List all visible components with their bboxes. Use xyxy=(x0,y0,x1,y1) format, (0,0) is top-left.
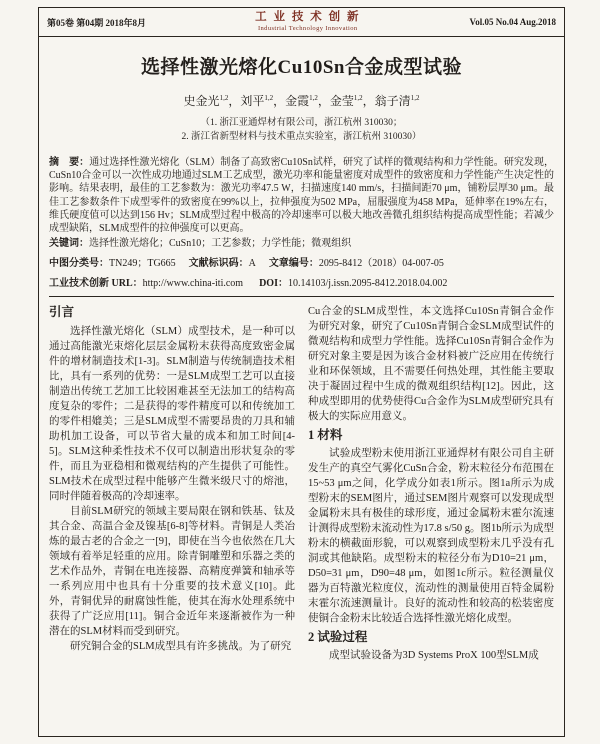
keywords-label: 关键词： xyxy=(49,238,89,250)
keywords xyxy=(49,237,554,250)
volume-info: Vol.05 No.04 Aug.2018 xyxy=(469,17,556,27)
article-id-label: 文章编号： xyxy=(268,258,319,270)
author-superscript: 1,2 xyxy=(309,94,318,102)
left-column xyxy=(49,304,295,663)
doc-code-value: A xyxy=(248,258,256,270)
author xyxy=(375,94,420,108)
doi-pair xyxy=(259,278,447,289)
paragraph: 选择性激光熔化（SLM）成型技术，是一种可以通过高能激光束熔化层层金属粉末获得高度致密金属件的增材制造技术[1-3]。SLM制造与传统制造技术相比，具有一系列的优势：一是SLM成型工艺可以直接制造出传统工艺加工比较困难甚至无法加工的结构高度复杂的零件；二是获得的零件精度可以和传统加工的零件相媲美；三是SLM成型不需要昂贵的刀具和辅助机加工设备，可以节省大量的成本和加工时间[4-5]。SLM这种柔性技术不仅可以制造出形状复杂的零件，而且为亚稳相和微观结构的产生提供了可能性。SLM技术在成型过程中能够产生微米级尺寸的熔池，同时伴随着极高的冷却速率。 xyxy=(49,326,295,503)
page-frame xyxy=(38,7,565,737)
doc-code-label: 文献标识码： xyxy=(188,258,249,270)
affiliation-line-2: 2. 浙江省新型材料与技术重点实验室，浙江杭州 310030） xyxy=(181,131,422,142)
journal-name-block xyxy=(255,12,360,32)
article-title: 选择性激光熔化Cu10Sn合金成型试验 xyxy=(141,57,462,78)
journal-name-cn: 工 业 技 术 创 新 xyxy=(255,11,361,23)
paragraph: 研究铜合金的SLM成型具有许多挑战。为了研究 xyxy=(70,641,292,653)
author-superscript: 1,2 xyxy=(410,94,420,102)
introduction-heading: 引言 xyxy=(49,305,75,320)
issue-info: 第05卷 第04期 2018年8月 xyxy=(47,17,147,28)
url-doi-line xyxy=(49,274,554,289)
author-name: 史金光 xyxy=(183,94,220,108)
author-name: 金莹 xyxy=(329,94,354,108)
author xyxy=(184,94,241,108)
abstract xyxy=(49,156,554,235)
author-separator: ， xyxy=(362,94,375,108)
url-label: 工业技术创新 URL： xyxy=(49,278,143,290)
section-1-heading: 1 材料 xyxy=(308,428,343,443)
affiliations xyxy=(49,117,554,144)
paragraph: 试验成型粉末使用浙江亚通焊材有限公司自主研发生产的真空气雾化CuSn合金，粉末粒径分布范围在15~53 μm之间，化学成分如表1所示。图1a所示为成型粉末的SEM图片，通过SEM图片观察可以发现成型金属粉末具有极佳的球形度，通过金属粉末霍尔流速计测得成型粉末流动性为17.8 s/50 g。图1b所示为成型粉末的横截面形貌，可以观察到成型粉末几乎没有孔洞或其他缺陷。成型粉末的粒径分布为D10=21 μm，D50=31 μm，D90=48 μm，如图1c所示。粒径测量仪器为百特激光粒度仪，流动性的测量使用百特金属粉末霍尔流速测量计。良好的流动性和较高的松装密度使铜合金粉末比较适合选择性激光熔化成型。 xyxy=(308,448,554,625)
author xyxy=(285,94,330,108)
doi-label: DOI： xyxy=(259,278,288,290)
author-separator: ， xyxy=(273,94,286,108)
article-id-value: 2095-8412（2018）04-007-05 xyxy=(318,258,444,270)
author-separator: ， xyxy=(228,94,241,108)
clc-value: TN249；TG665 xyxy=(109,258,176,270)
author-name: 翁子清 xyxy=(374,94,411,108)
doc-code-pair xyxy=(189,258,256,269)
abstract-text: 通过选择性激光熔化（SLM）制备了高致密Cu10Sn试样，研究了试样的微观结构和力学性能。研究发现，CuSn10合金可以一次性成功地通过SLM工艺成型，激光功率和能量密度对成型件的致密度和力学性能产生决定性的影响。结果表明，最佳的工艺参数为：激光功率47.5 W，扫描速度140 mm/s，扫描间距70 μm，铺粉层厚30 μm。最佳工艺参数条件下成型零件的致密度在99%以上，拉伸强度为502 MPa，屈服强度为458 MPa，延伸率在19%左右，维氏硬度值可以达到156 Hv；SLM成型过程中极高的冷却速率可以极大地改善微孔组织结构提高成型性能；若减少成型缺陷，SLM成型件的拉伸强度可以更高。 xyxy=(49,157,555,235)
body-columns xyxy=(49,296,554,663)
author-name: 刘平 xyxy=(240,94,265,108)
classification-line xyxy=(49,254,554,269)
abstract-label: 摘 要： xyxy=(49,157,90,168)
right-column xyxy=(308,304,554,663)
doi-value: 10.14103/j.issn.2095-8412.2018.04.002 xyxy=(287,278,448,290)
author xyxy=(240,94,285,108)
article-id-pair xyxy=(269,258,444,269)
authors-line xyxy=(49,92,554,109)
url-pair xyxy=(49,278,243,289)
paragraph: 目前SLM研究的领域主要局限在钢和铁基、钛及其合金、高温合金及镍基[6-8]等材料。青铜是人类冶炼的最古老的合金之一[9]，即使在当今也依然在几大领域有着举足轻重的应用。除青铜雕塑和乐器之类的艺术作品外，青铜在电连接器、高精度弹簧和轴承等一系列应用中也具有十分重要的技术意义[10]。此外，青铜优异的耐腐蚀性能，使其在海水处理系统中获得了广泛应用[11]。铜合金近年来逐渐被作为一种潜在的SLM材料而受到研究。 xyxy=(49,506,295,638)
author-superscript: 1,2 xyxy=(264,94,274,102)
clc-pair xyxy=(49,258,176,269)
url-value: http://www.china-iti.com xyxy=(142,278,244,290)
author-superscript: 1,2 xyxy=(219,94,229,102)
journal-header xyxy=(39,8,564,37)
journal-name-en: Industrial Technology Innovation xyxy=(257,24,358,32)
front-matter xyxy=(39,52,564,289)
author-separator: ， xyxy=(317,94,330,108)
clc-label: 中图分类号： xyxy=(49,258,109,270)
affiliation-line-1: （1. 浙江亚通焊材有限公司，浙江杭州 310030； xyxy=(200,118,403,128)
section-2-heading: 2 试验过程 xyxy=(308,630,368,645)
paragraph: 成型试验设备为3D Systems ProX 100型SLM成 xyxy=(329,650,539,662)
paragraph-continuation: Cu合金的SLM成型性，本文选择Cu10Sn青铜合金作为研究对象，研究了Cu10Sn青铜合金SLM成型试件的微观结构和成型力学性能。选择Cu10Sn青铜合金作为研究对象主要是因为该合金材料被广泛应用在传统行业和环保领域，且不需要任何热处理，其性能主要取决于凝固过程中生成的微观组织结构[12]。因此，这种成型即用的优势使得Cu合金作为SLM成型研究具有极大的实际应用意义。 xyxy=(308,306,554,423)
keywords-text: 选择性激光熔化；CuSn10；工艺参数；力学性能；微观组织 xyxy=(89,238,352,250)
author-name: 金霞 xyxy=(285,94,310,108)
author xyxy=(330,94,375,108)
author-superscript: 1,2 xyxy=(353,94,363,102)
